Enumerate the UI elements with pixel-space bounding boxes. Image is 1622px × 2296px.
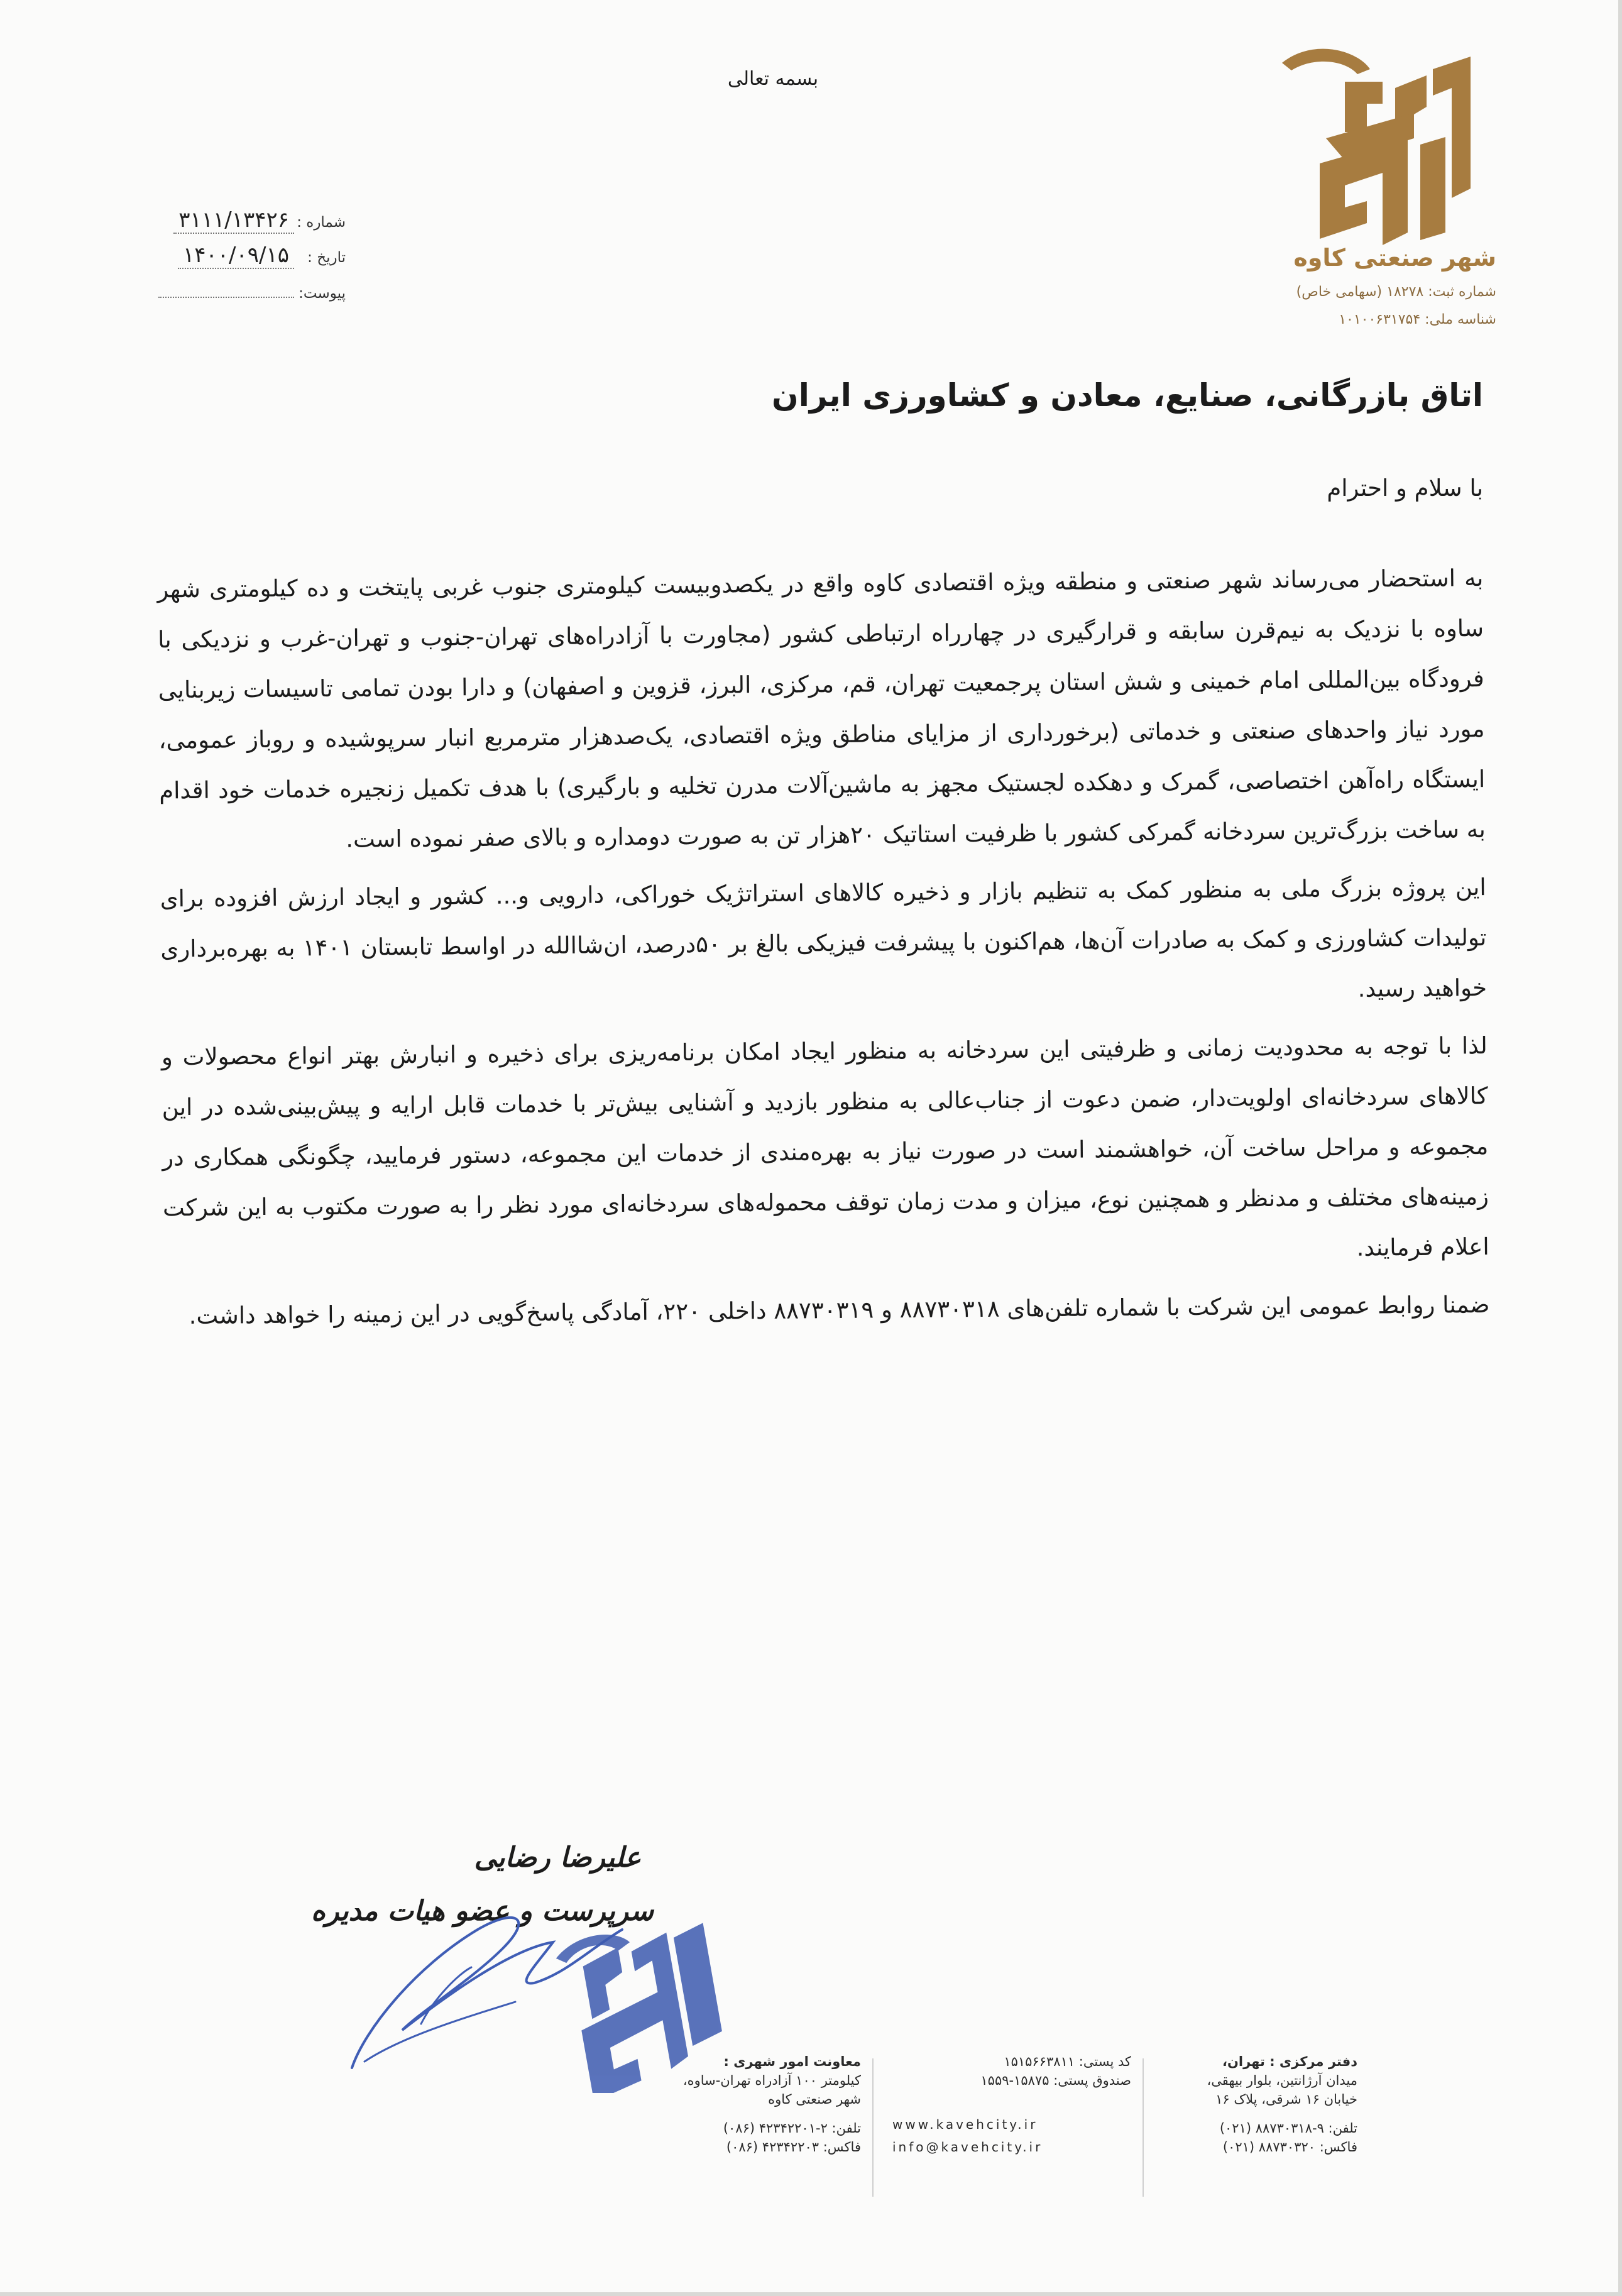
footer-central-office-phone: تلفن: ۹-۸۸۷۳۰۳۱۸ (۰۲۱) (1219, 2121, 1357, 2136)
footer-deputy-phone: تلفن: ۲-۴۲۳۴۲۲۰۱ (۰۸۶) (723, 2121, 861, 2136)
footer-deputy-title: معاونت امور شهری : (723, 2054, 861, 2069)
meta-number-value: ۳۱۱۱/۱۳۴۲۶ (173, 207, 294, 234)
footer-central-office (1156, 2052, 1357, 2156)
footer-central-office-address-2: خیابان ۱۶ شرقی، پلاک ۱۶ (1215, 2092, 1357, 2107)
footer-email-link[interactable]: info@kavehcity.ir (892, 2139, 1043, 2155)
signatory-name: علیرضا رضایی (474, 1842, 641, 1874)
greeting: با سلام و احترام (1327, 475, 1483, 502)
company-national-id: شناسه ملی: ۱۰۱۰۰۶۳۱۷۵۴ (1339, 312, 1496, 327)
footer-postal (892, 2052, 1131, 2156)
footer-divider (1143, 2058, 1144, 2197)
meta-number-label: شماره : (297, 214, 346, 231)
meta-attachment-value (158, 278, 294, 298)
scan-edge-bottom (0, 2292, 1622, 2296)
meta-date-label: تاریخ : (307, 250, 346, 266)
footer-central-office-address-1: میدان آرژانتین، بلوار بیهقی، (1207, 2073, 1357, 2088)
letter-body (157, 553, 1490, 1349)
body-paragraph-3: لذا با توجه به محدودیت زمانی و ظرفیتی این سردخانه به منظور ایجاد امکان برنامه‌ریزی برای ذخیره و انبارش بهتر انواع محصولات و کالاهای سردخانه‌ای اولویت‌دار، ضمن دعوت از جناب‌عالی به منظور بازدید و آشنایی بیش‌تر با خدمات قابل ارایه و پیش‌بینی‌شده در این مجموعه و مراحل ساخت آن، خواهشمند است در صورت نیاز به بهره‌مندی از خدمات این مجموعه، دستور فرمایید، چگونگی همکاری در زمینه‌های مختلف و مدنظر و همچنین نوع، میزان و مدت زمان توقف محموله‌های سردخانه‌ای مورد نظر را به صورت مکتوب به این شرکت اعلام فرمایند. (161, 1031, 1489, 1261)
signatory-title: سرپرست و عضو هیات مدیره (311, 1895, 654, 1927)
meta-date-row (138, 243, 346, 278)
body-paragraph-1: به استحضار می‌رساند شهر صنعتی و منطقه ویژه اقتصادی کاوه واقع در یکصدوبیست کیلومتری جنوب غربی پایتخت و ده کیلومتری شهر ساوه با نزدیک به نیم‌قرن سابقه و قرارگیری در چهارراه ارتباطی کشور (مجاورت با آزادراه‌های تهران-جنوب و تهران-غرب و نزدیکی با فرودگاه بین‌المللی امام خمینی و شش استان پرجمعیت تهران، قم، مرکزی، البرز، قزوین و اصفهان) و دارا بودن تمامی تاسیسات زیربنایی مورد نیاز واحدهای صنعتی و خدماتی (برخورداری از مزایای مناطق ویژه اقتصادی، یک‌صدهزار مترمربع انبار سرپوشیده و روباز عمومی، ایستگاه راه‌آهن اختصاصی، گمرک و دهکده لجستیک مجهز به ماشین‌آلات مدرن تخلیه و بارگیری) با هدف تکمیل زنجیره خدمات خود اقدام به ساخت بزرگ‌ترین سردخانه گمرکی کشور با ظرفیت استاتیک ۲۰هزار تن به صورت دومداره و بالای صفر نموده است. (157, 564, 1486, 853)
footer-deputy-address-2: شهر صنعتی کاوه (768, 2092, 861, 2107)
body-paragraph-2: این پروژه بزرگ ملی به منظور کمک به تنظیم بازار و ذخیره کالاهای استراتژیک خوراکی، دارویی و... کشور و ایجاد ارزش افزوده برای تولیدات کشاورزی و کمک به صادرات آن‌ها، هم‌اکنون با پیشرفت فیزیکی بالغ بر ۵۰درصد، ان‌شاالله در اواسط تابستان ۱۴۰۱ به بهره‌برداری خواهید رسید. (160, 873, 1488, 1002)
footer-website-link[interactable]: www.kavehcity.ir (892, 2117, 1038, 2132)
footer-divider (872, 2058, 874, 2197)
footer-po-box: صندوق پستی: ۱۵۸۷۵-۱۵۵۹ (980, 2073, 1131, 2088)
meta-date-value: ۱۴۰۰/۰۹/۱۵ (178, 243, 294, 269)
scan-edge-right (1618, 0, 1622, 2296)
bismillah: بسمه تعالی (727, 68, 819, 90)
company-name: شهر صنعتی کاوه (1293, 244, 1496, 272)
meta-attachment-row (138, 278, 346, 313)
recipient: اتاق بازرگانی، صنایع، معادن و کشاورزی ایران (772, 377, 1483, 414)
kaveh-logo-icon (1263, 44, 1502, 258)
footer-deputy (622, 2052, 861, 2156)
footer-central-office-title: دفتر مرکزی : تهران، (1222, 2054, 1357, 2069)
letter-footer (465, 2052, 1357, 2203)
footer-deputy-fax: فاکس: ۴۲۳۴۲۲۰۳ (۰۸۶) (726, 2139, 861, 2155)
meta-attachment-label: پیوست: (299, 285, 346, 302)
footer-deputy-address-1: کیلومتر ۱۰۰ آزادراه تهران-ساوه، (682, 2073, 861, 2088)
footer-postal-code: کد پستی: ۱۵۱۵۶۶۳۸۱۱ (1004, 2054, 1131, 2069)
footer-central-office-fax: فاکس: ۸۸۷۳۰۳۲۰ (۰۲۱) (1222, 2139, 1357, 2155)
company-registration: شماره ثبت: ۱۸۲۷۸ (سهامی خاص) (1296, 284, 1496, 300)
meta-number-row (138, 207, 346, 243)
body-paragraph-4: ضمنا روابط عمومی این شرکت با شماره تلفن‌های ۸۸۷۳۰۳۱۸ و ۸۸۷۳۰۳۱۹ داخلی ۲۲۰، آمادگی پاسخ‌گویی در این زمینه را خواهد داشت. (189, 1290, 1490, 1330)
letter-meta (138, 207, 346, 313)
